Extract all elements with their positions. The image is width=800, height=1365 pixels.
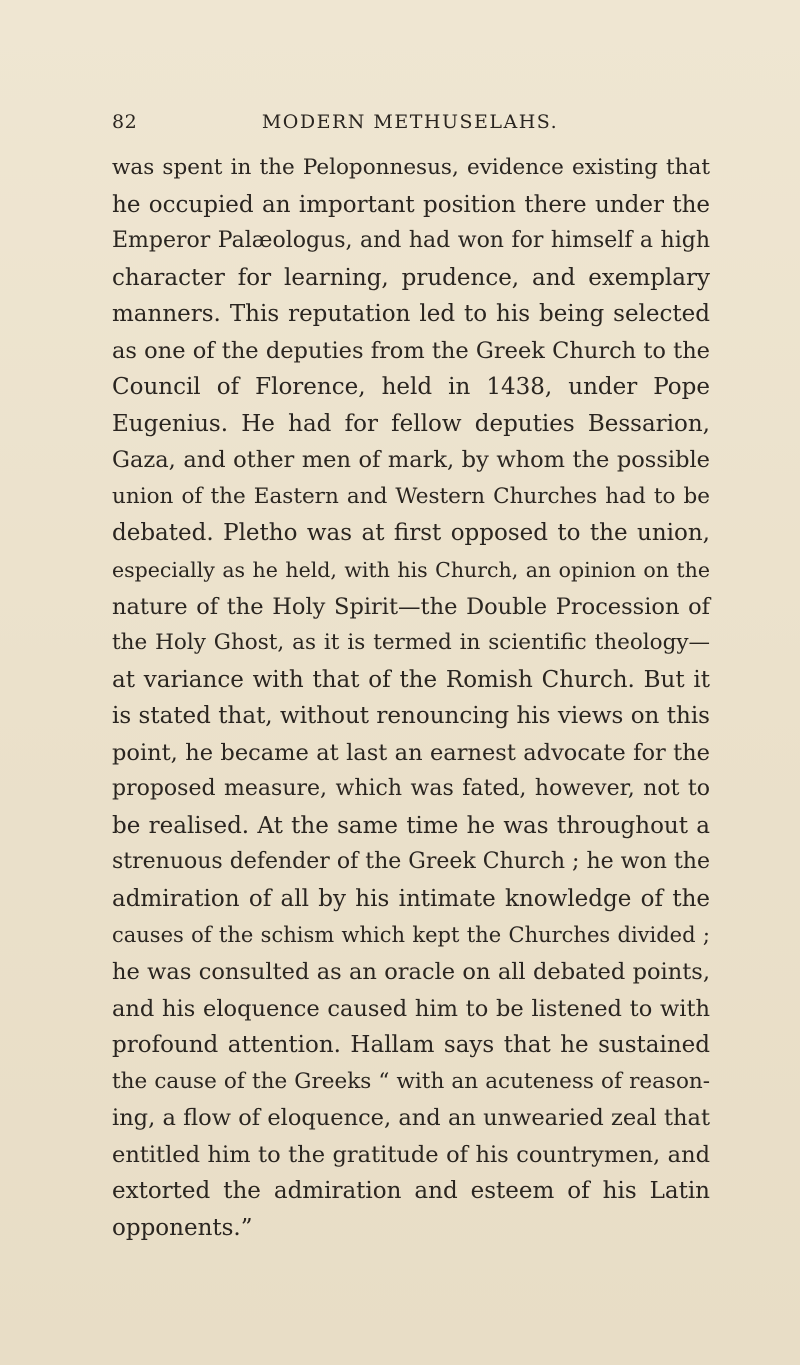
text-line: strenuous defender of the Greek Church ; he won the bbox=[112, 849, 710, 875]
text-line: extorted the admiration and esteem of his Latin bbox=[112, 1178, 710, 1205]
text-line: manners. This reputation led to his being selected bbox=[112, 301, 710, 328]
text-line: be realised. At the same time he was throughout a bbox=[112, 812, 710, 839]
text-line: Emperor Palæologus, and had won for himself a high bbox=[112, 228, 710, 254]
text-line: admiration of all by his intimate knowledge of the bbox=[112, 885, 710, 912]
body-text bbox=[112, 150, 710, 1246]
text-line: as one of the deputies from the Greek Church to the bbox=[112, 337, 710, 364]
text-line: the Holy Ghost, as it is termed in scientific theology— bbox=[112, 630, 710, 656]
text-line: ing, a flow of eloquence, and an unwearied zeal that bbox=[112, 1105, 710, 1132]
text-line: union of the Eastern and Western Churches had to be bbox=[112, 483, 710, 509]
text-line: the cause of the Greeks “ with an acuteness of reason- bbox=[112, 1068, 710, 1094]
text-line: nature of the Holy Spirit—the Double Procession of bbox=[112, 593, 710, 620]
page-number: 82 bbox=[112, 111, 138, 133]
text-line: Eugenius. He had for fellow deputies Bessarion, bbox=[112, 410, 710, 437]
text-line: causes of the schism which kept the Churches divided ; bbox=[112, 923, 710, 948]
text-line: Gaza, and other men of mark, by whom the possible bbox=[112, 447, 710, 474]
text-line: he occupied an important position there under the bbox=[112, 191, 710, 218]
text-line: entitled him to the gratitude of his countrymen, and bbox=[112, 1141, 710, 1168]
text-line: especially as he held, with his Church, an opinion on the bbox=[112, 558, 710, 583]
text-line: opponents.” bbox=[112, 1214, 253, 1241]
text-line: character for learning, prudence, and exemplary bbox=[112, 264, 710, 291]
text-line: and his eloquence caused him to be listened to with bbox=[112, 995, 710, 1022]
text-line: proposed measure, which was fated, however, not to bbox=[112, 776, 710, 802]
running-head: MODERN METHUSELAHS. bbox=[261, 111, 559, 133]
text-line: at variance with that of the Romish Church. But it bbox=[112, 666, 710, 693]
text-line: point, he became at last an earnest advocate for the bbox=[112, 739, 710, 766]
text-line: profound attention. Hallam says that he sustained bbox=[112, 1032, 710, 1059]
text-line: debated. Pletho was at first opposed to the union, bbox=[112, 520, 710, 547]
text-line: Council of Florence, held in 1438, under Pope bbox=[112, 374, 710, 401]
text-line: he was consulted as an oracle on all debated points, bbox=[112, 959, 710, 986]
text-line: was spent in the Peloponnesus, evidence existing that bbox=[112, 155, 710, 180]
text-line: is stated that, without renouncing his views on this bbox=[112, 703, 710, 730]
